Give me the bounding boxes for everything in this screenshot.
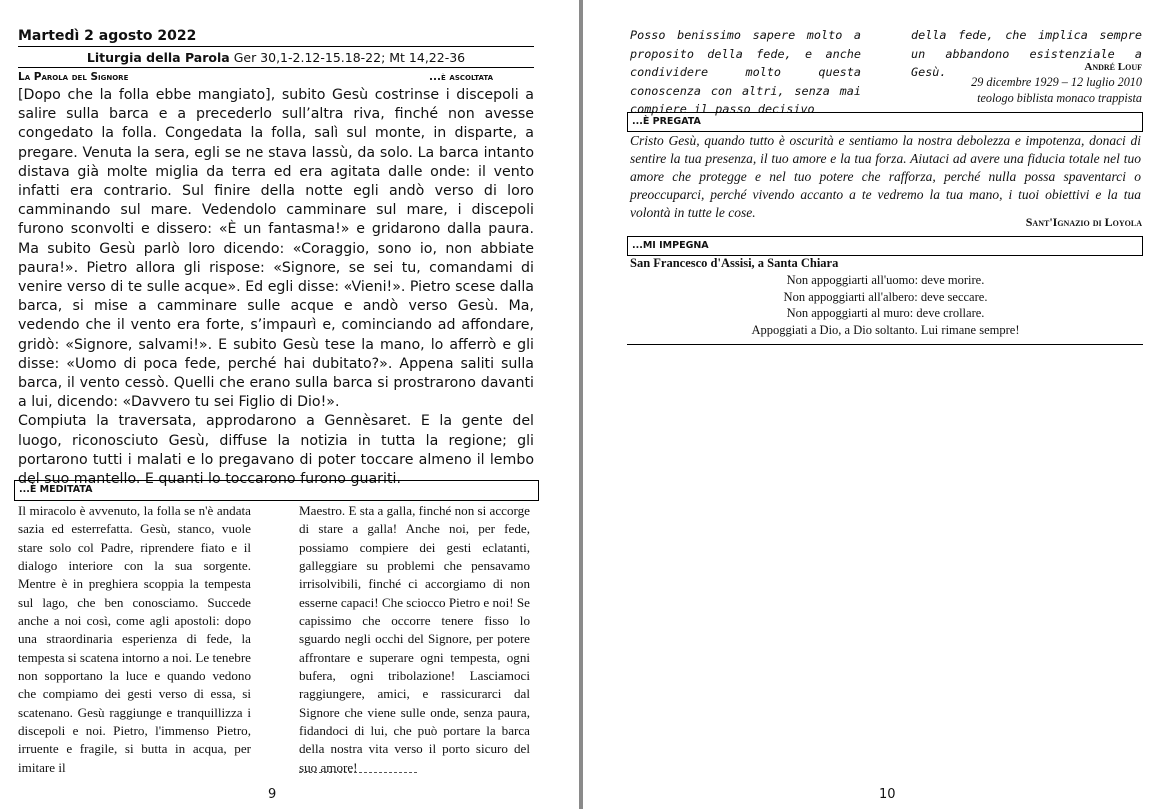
commitment-line: Non appoggiarti all'uomo: deve morire.	[786, 273, 985, 287]
commitment-lines	[630, 272, 1141, 338]
quote-column-2: della fede, che implica sempre un abbandono esistenziale a Gesù.	[911, 28, 1142, 80]
quote-author: André Louf	[1084, 61, 1142, 73]
commitment-divider	[627, 344, 1143, 345]
section-label-impegna: ...MI IMPEGNA	[632, 240, 709, 251]
commitment-line: Appoggiati a Dio, a Dio soltanto. Lui rimane sempre!	[751, 322, 1020, 337]
meditation-column-1: Il miracolo è avvenuto, la folla se n'è andata sazia ed esterrefatta. Gesù, stanco, vuole stare solo col Padre, riprendere fiato e il dialogo interiore con la sua sorgente. Mentre è in preghiera scoppia la tempesta sul lago, che ben conosciamo. Succede anche a noi così, come agli apostoli: dopo una straordinaria esperienza di fede, la tempesta si scatena intorno a noi. Le tenebre non sopportano la luce e quando vedono che compiamo dei gesti verso di essa, si scatenano. Gesù raggiunge e tranquillizza i discepoli e noi. Pietro, l'immenso Pietro, irruente e fragile, si butta in acqua, per imitare il	[18, 503, 251, 775]
header-divider	[18, 46, 534, 47]
section-label-parola: La Parola del Signore	[18, 71, 129, 83]
gospel-paragraph: Compiuta la traversata, approdarono a Gennèsaret. E la gente del luogo, riconosciuto Gesù, diffuse la notizia in tutta la regione; gli portarono tutti i malati e lo pregavano di poter toccare almeno il lembo del suo mantello. E quanti lo toccarono furono guariti.	[18, 413, 534, 488]
liturgy-label: Liturgia della Parola	[86, 50, 230, 65]
prayer-text: Cristo Gesù, quando tutto è oscurità e sentiamo la nostra debolezza e impotenza, donaci di sentire la tua presenza, il tuo amore e la tua forza. Aiutaci ad avere una fiducia totale nel tuo amore che protegge e nel tuo potere che rafforza, perché nulla possa spaventarci o preoccuparci, perché vivendo accanto a te vedremo la tua mano, i tuoi obiettivi e la tua volontà in tutte le cose.	[630, 133, 1141, 220]
commitment-line: Non appoggiarti al muro: deve crollare.	[786, 306, 985, 320]
page-date: Martedì 2 agosto 2022	[18, 28, 197, 44]
meditation-end-rule	[299, 772, 417, 773]
liturgy-heading	[18, 50, 534, 65]
section-header-meditata	[14, 480, 539, 501]
liturgy-divider	[18, 67, 534, 68]
prayer-author: Sant'Ignazio di Loyola	[1025, 215, 1142, 229]
left-page	[0, 0, 579, 809]
gospel-text	[18, 86, 534, 489]
liturgy-references: Ger 30,1-2.12-15.18-22; Mt 14,22-36	[233, 50, 466, 65]
gospel-paragraph: [Dopo che la folla ebbe mangiato], subito Gesù costrinse i discepoli a salire sulla barca e a precederlo sull’altra riva, finché non avesse congedato la folla. Congedata la folla, salì sul monte, in disparte, a pregare. Venuta la sera, egli se ne stava lassù, da solo. La barca intanto distava già molte miglia da terra ed era agitata dalle onde: il vento infatti era contrario. Sul finire della notte egli andò verso di loro camminando sul mare. Vedendolo camminare sul mare, i discepoli furono sconvolti e dissero: «È un fantasma!» e gridarono dalla paura. Ma subito Gesù parlò loro dicendo: «Coraggio, sono io, non abbiate paura!». Pietro allora gli rispose: «Signore, se sei tu, comandami di venire verso di te sulle acque». Ed egli disse: «Vieni!». Pietro scese dalla barca, si mise a camminare sulle acque e andò verso Gesù. Ma, vedendo che il vento era forte, s’impaurì e, cominciando ad affondare, gridò: «Signore, salvami!». E subito Gesù tese la mano, lo afferrò e gli disse: «Uomo di poca fede, perché hai dubitato?». Appena saliti sulla barca, il vento cessò. Quelli che erano sulla barca si prostrarono davanti a lui, dicendo: «Davvero tu sei Figlio di Dio!».	[18, 87, 534, 411]
page-number: 9	[268, 787, 277, 802]
quote-author-dates: 29 dicembre 1929 – 12 luglio 2010	[971, 75, 1142, 89]
commitment-title: San Francesco d'Assisi, a Santa Chiara	[630, 256, 839, 270]
section-label-ascoltata: ...è ascoltata	[429, 71, 494, 83]
section-header-impegna	[627, 236, 1143, 256]
quote-column-1: Posso benissimo sapere molto a proposito della fede, e anche condividere molto questa conoscenza con altri, senza mai compiere il passo decisivo	[630, 28, 861, 117]
section-label-pregata: ...È PREGATA	[632, 116, 701, 127]
section-header-pregata	[627, 112, 1143, 132]
commitment-line: Non appoggiarti all'albero: deve seccare.	[783, 289, 988, 304]
quote-author-role: teologo biblista monaco trappista	[977, 91, 1142, 105]
meditation-column-2: Maestro. E sta a galla, finché non si accorge di stare a galla! Anche noi, per fede, possiamo compiere dei gesti eclatanti, galleggiare su problemi che pensavamo irrisolvibili, finché ci accorgiamo di non esserne capaci! Che sciocco Pietro e noi! Se capissimo che occorre tenere fisso lo sguardo negli occhi del Signore, per potere affrontare e superare ogni tempesta, ogni bufera, ogni tribolazione! Lasciamoci raggiungere, amici, e rassicurarci dal Signore che viene sulle onde, senza paura, fidandoci di lui, che può portare la barca della nostra vita verso il porto sicuro del suo amore!	[299, 503, 530, 775]
section-label-meditata: ...È MEDITATA	[19, 484, 93, 495]
page-number: 10	[879, 787, 896, 802]
